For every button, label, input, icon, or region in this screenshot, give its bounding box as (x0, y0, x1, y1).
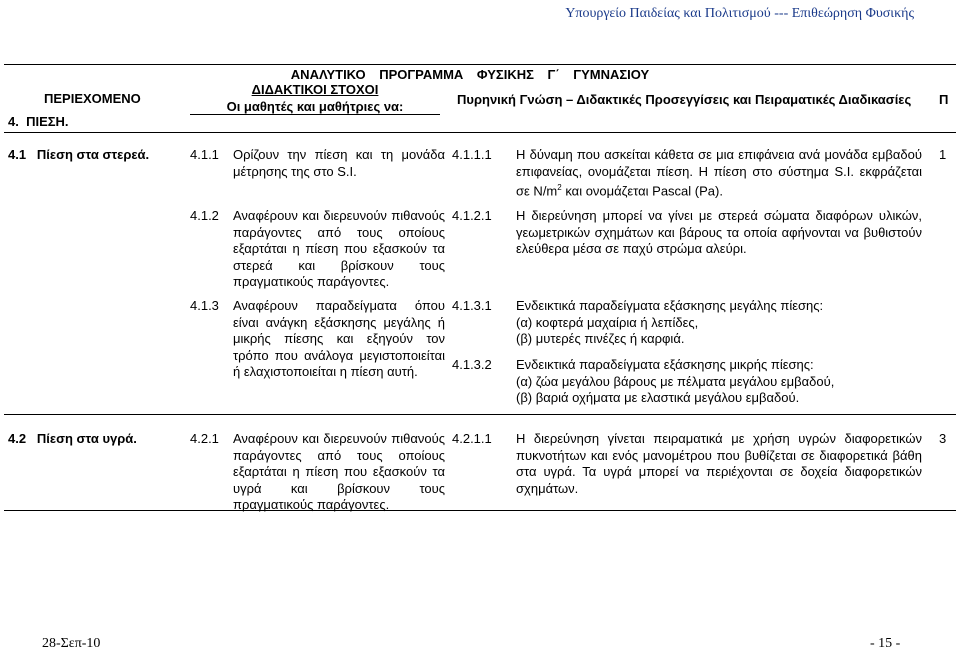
objective-text: Αναφέρουν παραδείγματα όπου είναι ανάγκη εξάσκησης μεγάλης ή μικρής πίεσης και εξηγούν τον τρόπο που ανάλογα μεγιστοποιείται ή ελαχιστοποιείται η πίεση αυτή. (233, 298, 445, 379)
knowledge-number: 4.1.1.1 (452, 147, 492, 162)
column-header-knowledge: Πυρηνική Γνώση – Διδακτικές Προσεγγίσεις και Πειραματικές Διαδικασίες (457, 92, 912, 107)
footer-date: 28-Σεπ-10 (42, 636, 101, 651)
knowledge-text: Η διερεύνηση μπορεί να γίνει με στερεά σώματα διαφόρων υλικών, γεωμετρικών σχημάτων και βάρους τα οποία αφήνονται να βυθιστούν ελεύθερα μέσα σε παχύ στρώμα αλεύρι. (516, 208, 922, 256)
ministry-header: Υπουργείο Παιδείας και Πολιτισμού --- Επιθεώρηση Φυσικής (565, 6, 914, 21)
content-4-1: 4.1 Πίεση στα στερεά. (8, 147, 150, 162)
knowledge-text: Η διερεύνηση γίνεται πειραματικά με χρήση υγρών διαφορετικών πυκνοτήτων και ενός μανομέτρου που βυθίζεται σε διαφορετικά βάθη στα υγρά. Τα υγρά μπορεί να περιέχονται σε δοχεία διαφορετικών σχημάτων. (516, 431, 922, 496)
section-divider (4, 414, 956, 415)
knowledge-number: 4.1.2.1 (452, 208, 492, 223)
table-bottom-border (4, 510, 956, 511)
objective-number: 4.2.1 (190, 431, 219, 446)
period-count: 1 (939, 147, 947, 162)
section-title: 4. ΠΙΕΣΗ. (8, 114, 69, 129)
knowledge-text: Η δύναμη που ασκείται κάθετα σε μια επιφάνεια ανά μονάδα εμβαδού επιφανείας, ονομάζεται πίεση. Η πίεση στο σύστημα S.I. εκφράζεται σε $N/m^2$ και ονομάζεται Pascal (Pa). (516, 147, 922, 199)
period-count: 3 (939, 431, 947, 446)
objective-text: Αναφέρουν και διερευνούν πιθανούς παράγοντες από τους οποίους εξαρτάται η πίεση που εξασκούν τα υγρά και βρίσκουν τους πραγματικούς παράγοντες. (233, 431, 445, 512)
footer-page-number: - 15 - (870, 636, 901, 651)
objective-number: 4.1.3 (190, 298, 219, 313)
column-header-objectives: ΔΙΔΑΚΤΙΚΟΙ ΣΤΟΧΟΙ (251, 82, 379, 97)
objective-text: Αναφέρουν και διερευνούν πιθανούς παράγοντες από τους οποίους εξαρτάται η πίεση που εξασκούν τα στερεά και βρίσκουν τους πραγματικούς παράγοντες. (233, 208, 445, 289)
column-header-content: ΠΕΡΙΕΧΟΜΕΝΟ (44, 91, 141, 106)
knowledge-text: Ενδεικτικά παραδείγματα εξάσκησης μικρής πίεσης: (α) ζώα μεγάλου βάρους με πέλματα μεγάλου εμβαδού, (β) βαριά οχήματα με ελαστικά μεγάλου εμβαδού. (516, 357, 835, 405)
column-header-objectives-sub: Οι μαθητές και μαθήτριες να: (226, 99, 404, 114)
objective-number: 4.1.1 (190, 147, 219, 162)
knowledge-number: 4.1.3.2 (452, 357, 492, 372)
knowledge-text: Ενδεικτικά παραδείγματα εξάσκησης μεγάλης πίεσης: (α) κοφτερά μαχαίρια ή λεπίδες, (β) μυτερές πινέζες ή καρφιά. (516, 298, 824, 346)
content-4-2: 4.2 Πίεση στα υγρά. (8, 431, 137, 446)
knowledge-number: 4.2.1.1 (452, 431, 492, 446)
objectives-header-divider (190, 114, 440, 115)
column-header-period: Π (939, 92, 949, 107)
table-title: ΑΝΑΛΥΤΙΚΟ ΠΡΟΓΡΑΜΜΑ ΦΥΣΙΚΗΣ Γ΄ ΓΥΜΝΑΣΙΟΥ (290, 67, 650, 82)
table-top-border (4, 64, 956, 65)
objective-text: Ορίζουν την πίεση και τη μονάδα μέτρησης της στο S.I. (233, 147, 445, 179)
header-bottom-border (4, 132, 956, 133)
knowledge-number: 4.1.3.1 (452, 298, 492, 313)
objective-number: 4.1.2 (190, 208, 219, 223)
